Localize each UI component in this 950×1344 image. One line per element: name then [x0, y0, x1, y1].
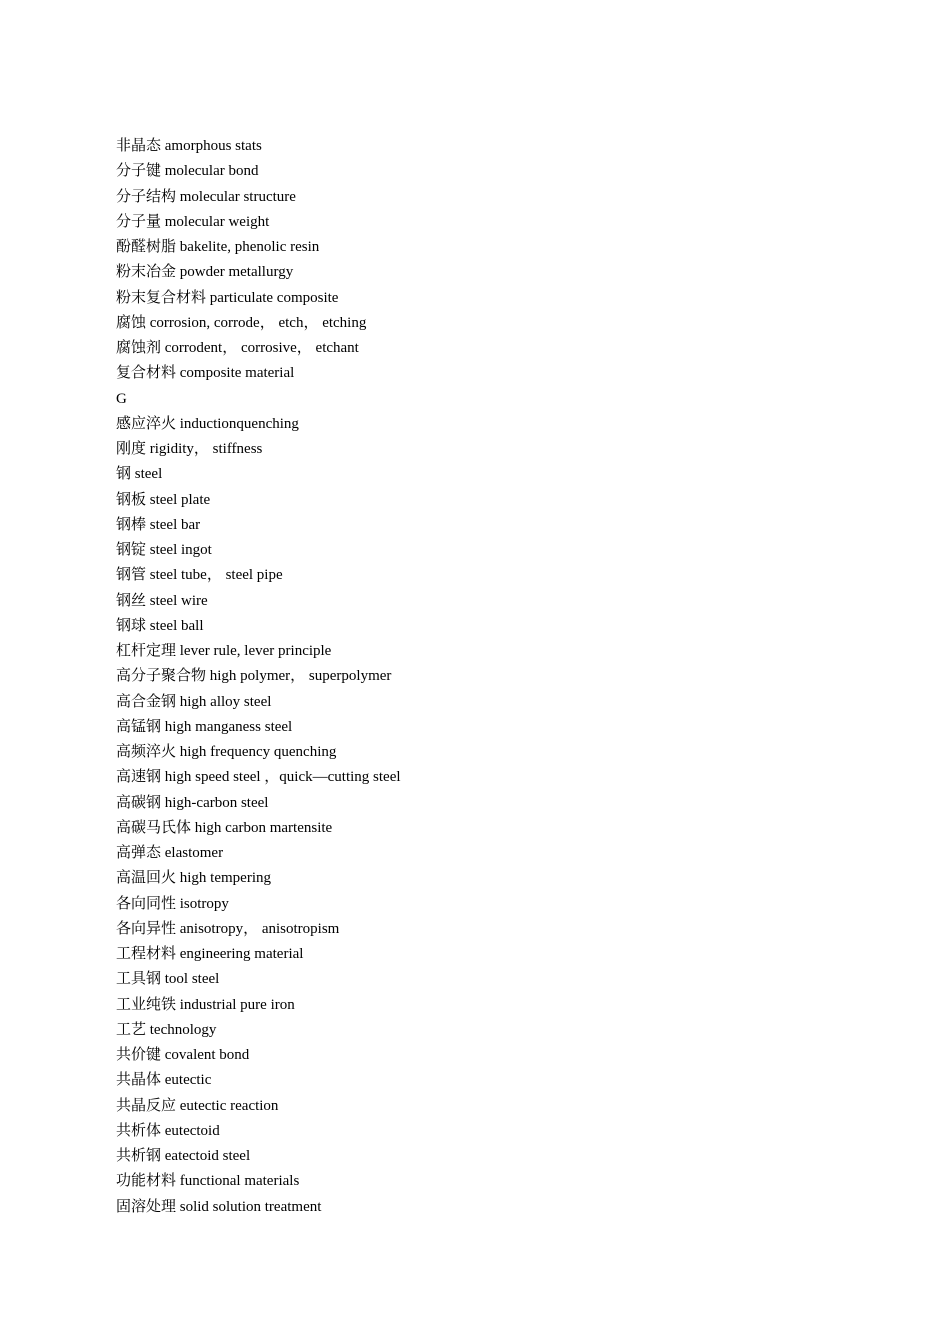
- glossary-list: [116, 134, 401, 1220]
- glossary-entry: 钢 steel: [116, 466, 163, 483]
- glossary-entry: 高分子聚合物 high polymer， superpolymer: [116, 668, 392, 685]
- glossary-entry: 工艺 technology: [116, 1021, 217, 1038]
- section-letter: G: [116, 390, 127, 407]
- glossary-entry: 腐蚀 corrosion, corrode， etch， etching: [116, 314, 367, 331]
- glossary-entry: 高频淬火 high frequency quenching: [116, 744, 337, 760]
- glossary-entry: 高碳钢 high-carbon steel: [116, 794, 269, 811]
- glossary-entry: 共价键 covalent bond: [116, 1047, 250, 1063]
- glossary-entry: 高速钢 high speed steel ，quick—cutting steel: [116, 769, 401, 786]
- glossary-entry: 分子结构 molecular structure: [116, 188, 296, 205]
- glossary-entry: 钢管 steel tube， steel pipe: [116, 567, 283, 584]
- glossary-entry: 钢板 steel plate: [116, 491, 211, 508]
- glossary-entry: 共晶反应 eutectic reaction: [116, 1097, 279, 1114]
- glossary-entry: 共析体 eutectoid: [116, 1122, 220, 1139]
- glossary-entry: 钢丝 steel wire: [116, 592, 208, 609]
- glossary-entry: 各向异性 anisotropy， anisotropism: [116, 920, 340, 937]
- glossary-entry: 非晶态 amorphous stats: [116, 138, 262, 154]
- glossary-entry: 复合材料 composite material: [116, 365, 295, 382]
- glossary-entry: 各向同性 isotropy: [116, 895, 229, 912]
- glossary-entry: 感应淬火 inductionquenching: [116, 415, 299, 432]
- glossary-entry: 共晶体 eutectic: [116, 1072, 212, 1089]
- glossary-entry: 钢锭 steel ingot: [116, 542, 212, 558]
- glossary-entry: 功能材料 functional materials: [116, 1173, 300, 1190]
- glossary-entry: 固溶处理 solid solution treatment: [116, 1198, 322, 1215]
- glossary-entry: 工程材料 engineering material: [116, 946, 304, 962]
- glossary-entry: 钢球 steel ball: [116, 617, 204, 634]
- glossary-entry: 酚醛树脂 bakelite, phenolic resin: [116, 239, 320, 255]
- glossary-entry: 共析钢 eatectoid steel: [116, 1148, 251, 1164]
- glossary-entry: 高温回火 high tempering: [116, 870, 271, 887]
- glossary-entry: 杠杆定理 lever rule, lever principle: [116, 643, 332, 659]
- glossary-entry: 钢棒 steel bar: [116, 516, 201, 533]
- glossary-entry: 高弹态 elastomer: [116, 845, 224, 861]
- glossary-entry: 工业纯铁 industrial pure iron: [116, 996, 295, 1013]
- glossary-entry: 高合金钢 high alloy steel: [116, 693, 272, 710]
- glossary-entry: 腐蚀剂 corrodent， corrosive， etchant: [116, 340, 359, 356]
- glossary-entry: 分子量 molecular weight: [116, 213, 270, 230]
- glossary-entry: 粉末冶金 powder metallurgy: [116, 264, 294, 281]
- glossary-entry: 分子键 molecular bond: [116, 163, 259, 180]
- glossary-entry: 高碳马氏体 high carbon martensite: [116, 819, 333, 836]
- glossary-entry: 粉末复合材料 particulate composite: [116, 289, 339, 306]
- glossary-entry: 刚度 rigidity， stiffness: [116, 441, 263, 457]
- glossary-entry: 高锰钢 high manganess steel: [116, 718, 293, 735]
- glossary-entry: 工具钢 tool steel: [116, 971, 220, 988]
